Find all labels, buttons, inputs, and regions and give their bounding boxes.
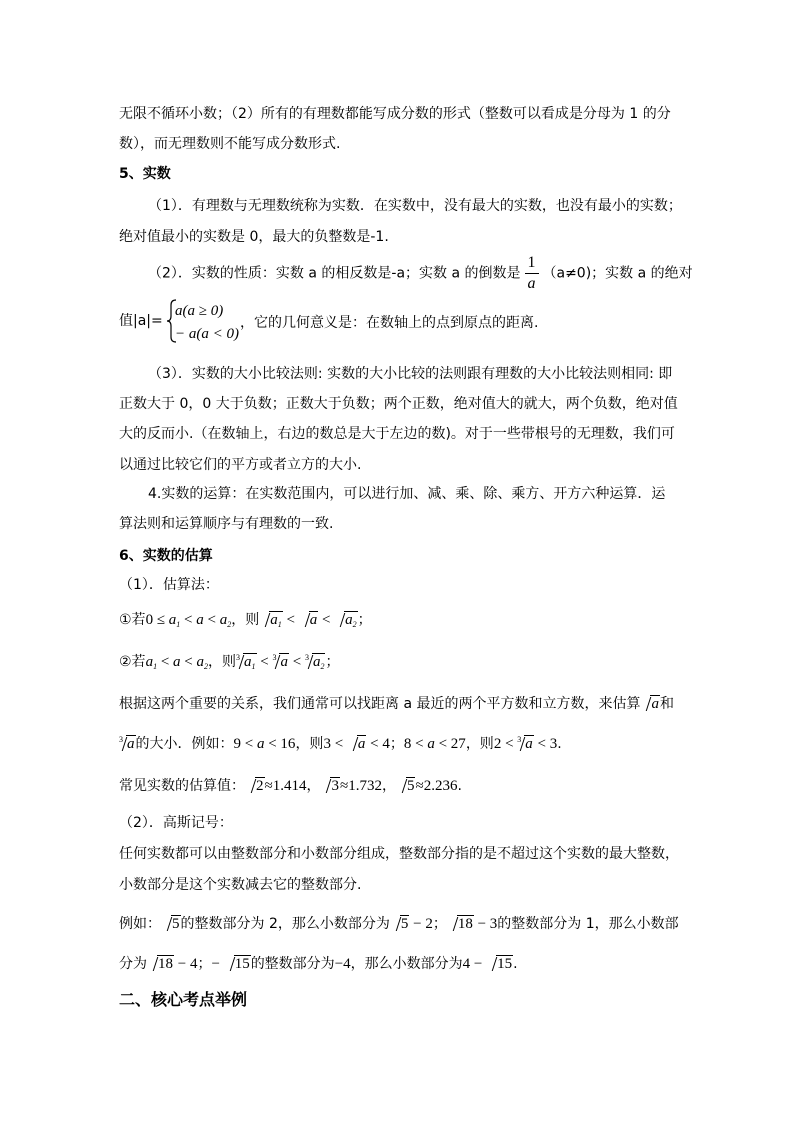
math-root-inequality: $a_1 < a < a_2$	[259, 612, 357, 628]
text-line	[119, 694, 674, 714]
text-segment: ，	[381, 778, 396, 794]
text-segment: 根据这两个重要的关系，我们通常可以找距离 a 最近的两个平方数和立方数，来估算	[119, 696, 641, 712]
subsection-label: （1）．估算法：	[119, 577, 219, 593]
text-line: 数），而无理数则不能写成分数形式.	[119, 136, 341, 152]
math-sqrt18-minus-3: 18 − 3	[447, 916, 497, 932]
text-segment: ，	[306, 778, 321, 794]
math-sqrt5-minus-2: 5 − 2	[390, 916, 433, 932]
fraction-1-over-a	[525, 253, 539, 294]
piecewise-case-1: a(a ≥ 0)	[175, 303, 224, 319]
section-heading-core: 二、核心考点举例	[119, 990, 248, 1009]
fraction-numerator: 1	[525, 253, 539, 274]
subsection-label: （2）．高斯记号：	[119, 815, 233, 831]
text-line-estimates	[119, 776, 462, 796]
text-segment: .	[513, 956, 518, 972]
text-line: 4.实数的运算：在实数范围内，可以进行加、减、乘、除、乘方、开方六种运算．运	[148, 486, 666, 502]
text-line: （3）．实数的大小比较法则: 实数的大小比较的法则跟有理数的大小比较法则相同: 即	[148, 366, 673, 382]
math-neg-sqrt15: − 15	[211, 956, 250, 972]
text-segment: （2）．实数的性质：实数 a 的相反数是-a；实数 a 的倒数是	[148, 265, 521, 282]
text-line: （1）．有理数与无理数统称为实数．在实数中，没有最大的实数，也没有最小的实数；	[148, 198, 682, 214]
math-neg-4: −4	[334, 956, 351, 972]
text-segment: ②若	[119, 654, 146, 670]
text-segment: ；	[432, 916, 447, 932]
text-segment: 的大小．例如：	[135, 736, 234, 752]
text-segment: ，那么小数部分为	[350, 956, 463, 972]
math-cuberoot-inequality: $^3$ $a_1 < ^3$ a < $^3$ $a_2$	[236, 654, 325, 670]
text-line: 以通过比较它们的平方或者立方的大小.	[119, 457, 362, 473]
text-segment: .	[457, 778, 462, 794]
text-segment: ；	[197, 956, 212, 972]
text-line: 无限不循环小数；（2）所有的有理数都能写成分数的形式（整数可以看成是分母为 1 的分	[119, 106, 671, 122]
text-segment: ，则	[208, 654, 236, 670]
formula-line-square-root	[119, 610, 372, 635]
section-heading-6: 6、实数的估算	[119, 548, 213, 564]
math-sqrt18-minus-4: 18 − 4	[147, 956, 197, 972]
text-line: 正数大于 0，0 大于负数；正数大于负数；两个正数，绝对值大的就大，两个负数，绝对值	[119, 396, 678, 412]
text-segment: ；	[357, 612, 372, 628]
text-segment: ，则	[465, 736, 494, 752]
text-segment: ①若	[119, 612, 146, 628]
math-inequality: $a_1 < a < a_2$	[145, 654, 208, 671]
section-heading-5: 5、实数	[119, 166, 171, 182]
math-4-minus-sqrt15: 4 − 15	[462, 956, 513, 972]
text-line: 任何实数都可以由整数部分和小数部分组成，整数部分指的是不超过这个实数的最大整数，	[119, 846, 679, 862]
text-segment: 和	[659, 696, 674, 712]
text-segment: 例如：	[119, 916, 161, 932]
math-sqrt-a: a	[640, 696, 660, 712]
text-segment: 的整数部分为	[250, 956, 335, 972]
text-line-example	[119, 914, 679, 934]
text-line-example	[119, 954, 518, 974]
math-example-2-result: 2 < $^3$ a < 3	[493, 735, 558, 752]
math-example-2: 8 < a < 27	[403, 736, 466, 752]
text-segment: ，则	[231, 612, 260, 628]
text-segment: 常见实数的估算值：	[119, 778, 245, 794]
text-segment: .	[557, 736, 562, 752]
text-line-reciprocal	[148, 253, 693, 294]
text-segment: （a≠0)；实数 a 的绝对	[542, 265, 693, 282]
math-sqrt5: 5≈2.236	[396, 778, 457, 794]
text-segment: ；	[325, 654, 340, 670]
math-inequality: $0 \le a_1 < a < a_2$	[145, 612, 232, 629]
text-segment: ，则	[295, 736, 324, 752]
text-line: 绝对值最小的实数是 0，最大的负整数是-1.	[119, 229, 389, 245]
text-line: 小数部分是这个实数减去它的整数部分.	[119, 877, 362, 893]
math-example-1: 9 < a < 16	[233, 736, 296, 752]
fraction-denominator: a	[527, 275, 536, 292]
text-line: ，它的几何意义是：在数轴上的点到原点的距离.	[240, 315, 539, 331]
math-sqrt2: 2≈1.414	[245, 778, 306, 794]
text-line	[119, 734, 562, 756]
text-segment: 的整数部分为 1，那么小数部	[497, 916, 679, 932]
piecewise-case-2: − a(a < 0)	[175, 326, 239, 342]
text-line: 算法则和运算顺序与有理数的一致.	[119, 516, 334, 532]
text-segment: ；	[389, 736, 404, 752]
math-cbrt-a: $^3$ a	[119, 735, 135, 752]
text-segment: 的整数部分为 2，那么小数部分为	[180, 916, 390, 932]
text-line-absolute-value: 值|a|=	[119, 313, 163, 329]
math-sqrt3: 3≈1.732	[320, 778, 381, 794]
text-line: 大的反而小.（在数轴上，右边的数总是大于左边的数)。对于一些带根号的无理数，我们可	[119, 426, 675, 442]
text-segment: 分为	[119, 956, 147, 972]
math-sqrt5: 5	[161, 916, 181, 932]
math-example-1-result: 3 < a < 4	[323, 736, 390, 752]
formula-line-cube-root	[119, 652, 339, 677]
